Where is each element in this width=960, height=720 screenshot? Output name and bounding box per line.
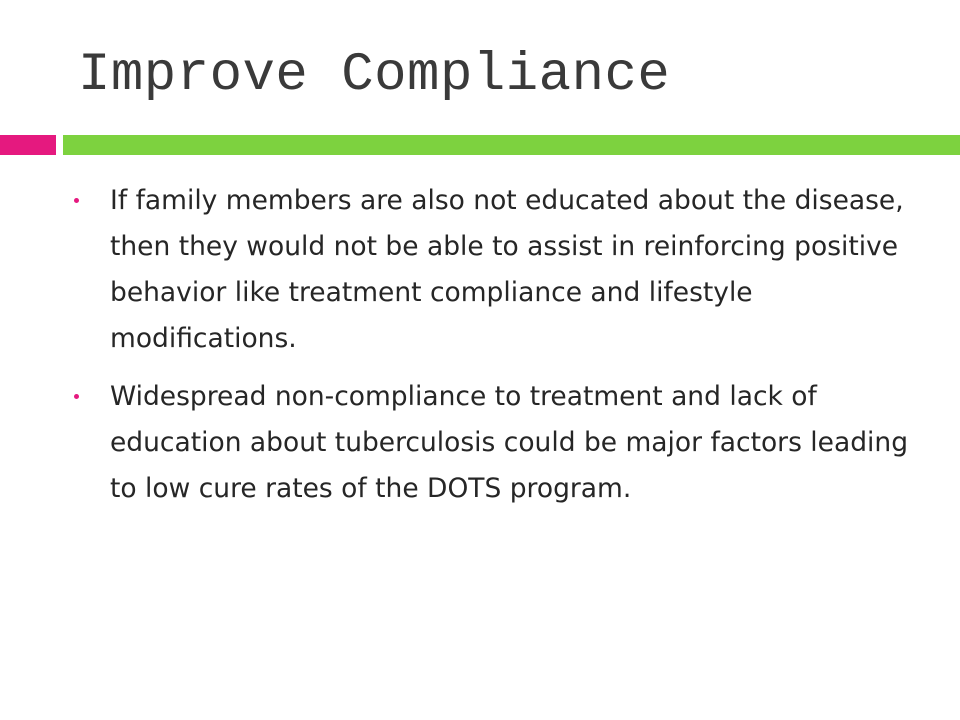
bullet-item — [70, 178, 920, 362]
accent-bar-green — [63, 135, 960, 155]
bullet-text: Widespread non-compliance to treatment and lack of education about tuberculosis could be major factors leading to low cure rates of the DOTS program. — [110, 381, 909, 504]
bullet-dot-icon — [74, 394, 79, 399]
accent-bar-pink — [0, 135, 56, 155]
bullet-list — [70, 178, 920, 524]
bullet-item — [70, 374, 920, 512]
bullet-text: If family members are also not educated about the disease, then they would not be able to assist in reinforcing positive behavior like treatment compliance and lifestyle modifications. — [110, 185, 904, 354]
bullet-dot-icon — [74, 198, 79, 203]
slide-title: Improve Compliance — [78, 45, 671, 106]
